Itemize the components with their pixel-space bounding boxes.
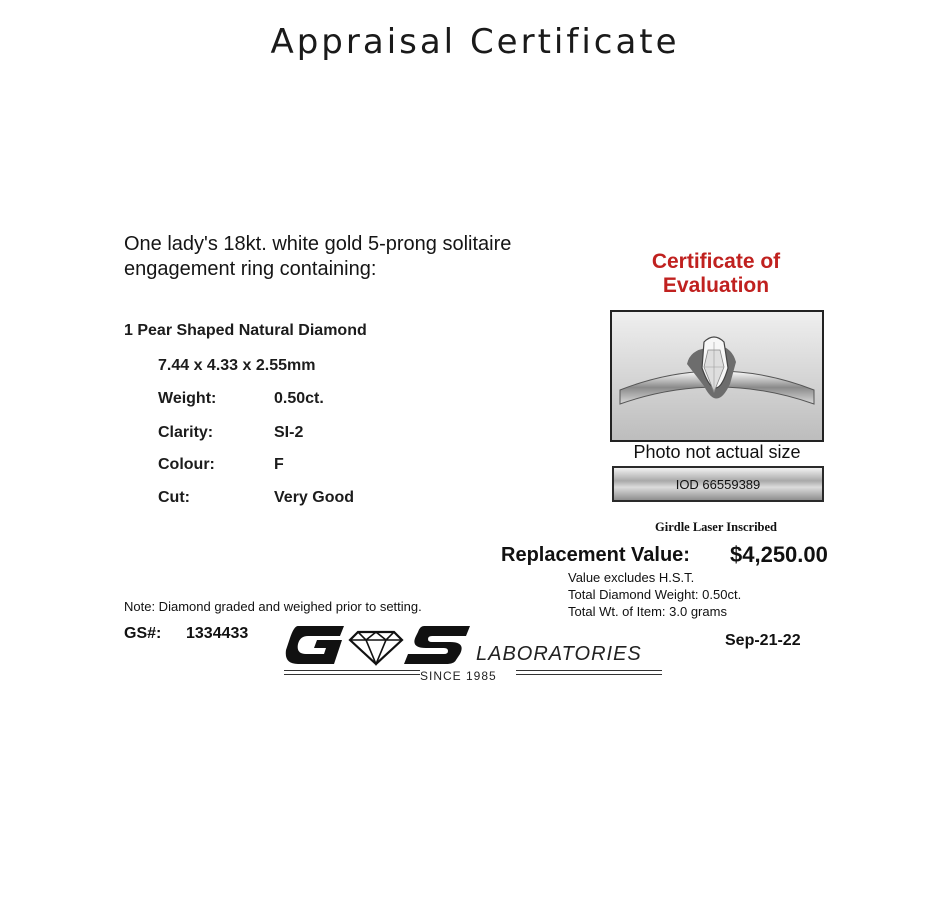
spec-value: F bbox=[274, 456, 284, 473]
spec-row-colour bbox=[158, 456, 284, 474]
spec-label: Clarity: bbox=[158, 424, 214, 441]
tax-note: Value excludes H.S.T. bbox=[568, 570, 695, 585]
spec-label: Weight: bbox=[158, 390, 217, 407]
photo-caption: Photo not actual size bbox=[633, 442, 801, 462]
spec-row-cut bbox=[158, 489, 354, 507]
spec-value: SI-2 bbox=[274, 424, 304, 441]
gs-number-label: GS#: bbox=[124, 625, 162, 642]
diamond-ring-photo bbox=[612, 312, 822, 440]
diamond-dimensions: 7.44 x 4.33 x 2.55mm bbox=[158, 357, 316, 374]
total-diamond-weight: Total Diamond Weight: 0.50ct. bbox=[568, 587, 742, 602]
iod-inscription-bar bbox=[612, 466, 824, 502]
gs-logo-mark bbox=[284, 624, 474, 666]
spec-row-clarity bbox=[158, 424, 303, 442]
spec-value: 0.50ct. bbox=[274, 390, 324, 407]
coe-title-line-1: Certificate of bbox=[651, 250, 781, 273]
iod-number: IOD 66559389 bbox=[675, 476, 761, 492]
diamond-heading: 1 Pear Shaped Natural Diamond bbox=[124, 322, 367, 339]
coe-title-line-2: Evaluation bbox=[662, 274, 770, 297]
page-title: Appraisal Certificate bbox=[270, 22, 680, 62]
ring-photo bbox=[610, 310, 824, 442]
spec-label: Cut: bbox=[158, 489, 190, 506]
spec-row-weight bbox=[158, 390, 324, 408]
certificate-date: Sep-21-22 bbox=[725, 632, 801, 649]
replacement-value-amount: $4,250.00 bbox=[730, 542, 828, 567]
spec-label: Colour: bbox=[158, 456, 215, 473]
grading-note: Note: Diamond graded and weighed prior to setting. bbox=[124, 599, 422, 614]
ring-description bbox=[124, 232, 511, 282]
spec-value: Very Good bbox=[274, 489, 355, 506]
gs-number-value: 1334433 bbox=[186, 625, 249, 642]
replacement-value-label: Replacement Value: bbox=[501, 544, 690, 566]
girdle-inscription-note: Girdle Laser Inscribed bbox=[655, 520, 777, 534]
ring-description-line-1: One lady's 18kt. white gold 5-prong solitaire bbox=[124, 233, 512, 255]
total-item-weight: Total Wt. of Item: 3.0 grams bbox=[568, 604, 727, 619]
since-1985: SINCE 1985 bbox=[420, 669, 497, 683]
laboratories-wordmark: LABORATORIES bbox=[476, 643, 642, 665]
gem-outline-icon bbox=[350, 632, 402, 664]
certificate-of-evaluation-title bbox=[610, 250, 822, 298]
ring-description-line-2: engagement ring containing: bbox=[124, 258, 377, 280]
